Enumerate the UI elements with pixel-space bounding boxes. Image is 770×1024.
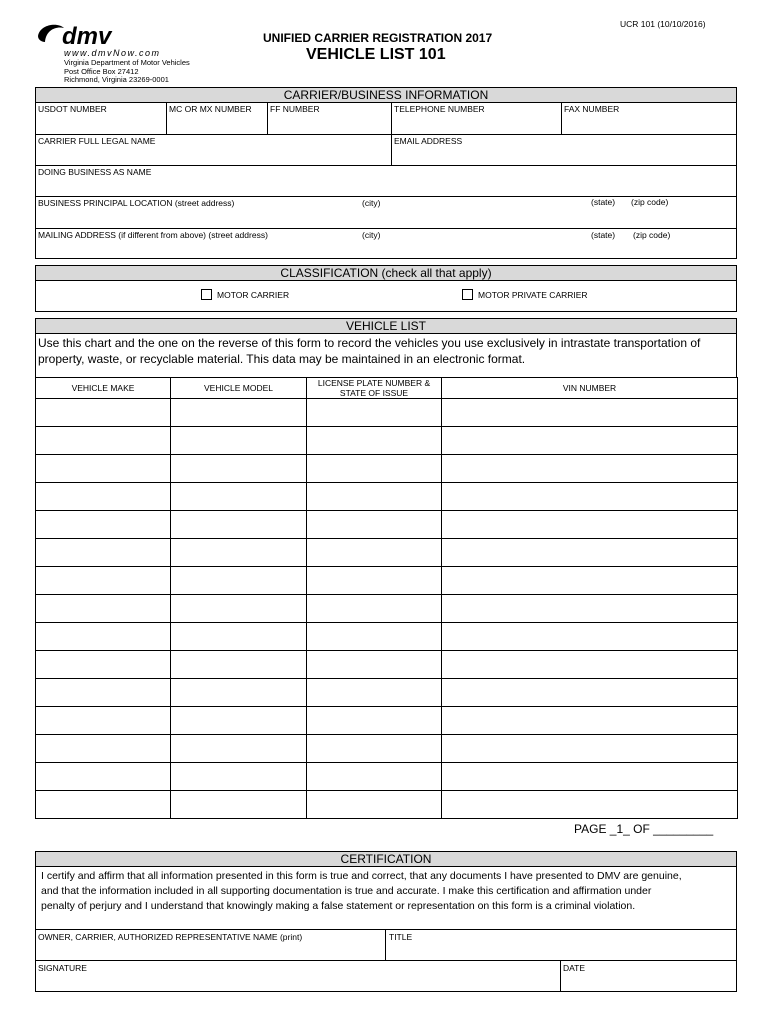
table-row — [36, 735, 738, 763]
table-row — [36, 511, 738, 539]
classification-heading: CLASSIFICATION (check all that apply) — [35, 265, 737, 281]
vehicle-model-cell[interactable] — [171, 455, 307, 483]
form-subtitle: VEHICLE LIST 101 — [306, 46, 446, 63]
vin-number-cell[interactable] — [442, 567, 738, 595]
vehicle-model-cell[interactable] — [171, 483, 307, 511]
license-plate-cell[interactable] — [307, 427, 442, 455]
vin-number-cell[interactable] — [442, 763, 738, 791]
motor-private-carrier-checkbox[interactable] — [462, 289, 473, 300]
table-row — [36, 651, 738, 679]
principal-zip-label: (zip code) — [631, 197, 669, 207]
ff-field[interactable]: FF NUMBER — [270, 104, 320, 114]
vehicle-make-cell[interactable] — [36, 427, 171, 455]
principal-city-label: (city) — [362, 198, 381, 208]
table-row — [36, 427, 738, 455]
signature-field[interactable]: SIGNATURE — [38, 963, 87, 973]
vehicle-make-cell[interactable] — [36, 595, 171, 623]
table-row — [36, 539, 738, 567]
mailing-zip-label: (zip code) — [633, 230, 671, 240]
license-plate-cell[interactable] — [307, 483, 442, 511]
vin-number-cell[interactable] — [442, 791, 738, 819]
vin-number-cell[interactable] — [442, 455, 738, 483]
dmv-swoosh-icon — [36, 20, 146, 50]
date-field[interactable]: DATE — [563, 963, 586, 973]
vehicle-make-cell[interactable] — [36, 791, 171, 819]
license-plate-cell[interactable] — [307, 707, 442, 735]
vehicle-make-cell[interactable] — [36, 511, 171, 539]
vehicle-make-cell[interactable] — [36, 707, 171, 735]
column-vehicle-model: VEHICLE MODEL — [171, 378, 307, 399]
owner-name-field[interactable]: OWNER, CARRIER, AUTHORIZED REPRESENTATIVE NAME (print) — [38, 932, 303, 942]
principal-address-field[interactable]: BUSINESS PRINCIPAL LOCATION (street address) — [38, 198, 235, 208]
vehicle-list-heading: VEHICLE LIST — [35, 318, 737, 334]
license-plate-cell[interactable] — [307, 511, 442, 539]
table-row — [36, 399, 738, 427]
vehicle-model-cell[interactable] — [171, 567, 307, 595]
vin-number-cell[interactable] — [442, 595, 738, 623]
mailing-state-label: (state) — [591, 230, 616, 240]
certification-line-1: I certify and affirm that all information presented in this form is true and correct, that any documents I have presented to DMV are genuine, — [41, 870, 682, 882]
license-plate-cell[interactable] — [307, 623, 442, 651]
vehicle-make-cell[interactable] — [36, 483, 171, 511]
vehicle-make-cell[interactable] — [36, 567, 171, 595]
vin-number-cell[interactable] — [442, 707, 738, 735]
vehicle-model-cell[interactable] — [171, 763, 307, 791]
license-plate-cell[interactable] — [307, 567, 442, 595]
website: www.dmvNow.com — [64, 48, 161, 58]
vehicle-make-cell[interactable] — [36, 735, 171, 763]
vehicle-model-cell[interactable] — [171, 427, 307, 455]
license-plate-cell[interactable] — [307, 679, 442, 707]
vehicle-table — [35, 377, 738, 819]
certification-line-2: and that the information included in all supporting documentation is true and accurate. I make this certification and affirmation under — [41, 885, 652, 897]
mc-mx-field[interactable]: MC OR MX NUMBER — [169, 104, 252, 114]
mailing-address-field[interactable]: MAILING ADDRESS (if different from above) (street address) — [38, 230, 268, 240]
vehicle-model-cell[interactable] — [171, 791, 307, 819]
vehicle-model-cell[interactable] — [171, 595, 307, 623]
table-row — [36, 455, 738, 483]
page-indicator: PAGE _1_ OF _________ — [574, 822, 714, 836]
vehicle-model-cell[interactable] — [171, 707, 307, 735]
vin-number-cell[interactable] — [442, 539, 738, 567]
vehicle-list-instructions-1: Use this chart and the one on the reverse of this form to record the vehicles you use exclusively in intrastate transportation of — [38, 336, 701, 350]
vin-number-cell[interactable] — [442, 427, 738, 455]
usdot-field[interactable]: USDOT NUMBER — [38, 104, 107, 114]
logo-text: dmv — [62, 23, 112, 50]
table-row — [36, 763, 738, 791]
telephone-field[interactable]: TELEPHONE NUMBER — [394, 104, 485, 114]
vin-number-cell[interactable] — [442, 623, 738, 651]
license-plate-cell[interactable] — [307, 399, 442, 427]
vehicle-model-cell[interactable] — [171, 511, 307, 539]
vehicle-make-cell[interactable] — [36, 539, 171, 567]
form-code: UCR 101 (10/10/2016) — [620, 19, 706, 29]
column-vin-number: VIN NUMBER — [442, 378, 738, 399]
vehicle-model-cell[interactable] — [171, 623, 307, 651]
vehicle-model-cell[interactable] — [171, 735, 307, 763]
vehicle-model-cell[interactable] — [171, 651, 307, 679]
license-plate-cell[interactable] — [307, 539, 442, 567]
vehicle-make-cell[interactable] — [36, 651, 171, 679]
table-row — [36, 791, 738, 819]
license-plate-cell[interactable] — [307, 735, 442, 763]
vehicle-make-cell[interactable] — [36, 455, 171, 483]
principal-state-label: (state) — [591, 197, 616, 207]
fax-field[interactable]: FAX NUMBER — [564, 104, 620, 114]
license-plate-cell[interactable] — [307, 791, 442, 819]
table-row — [36, 623, 738, 651]
vin-number-cell[interactable] — [442, 651, 738, 679]
vehicle-make-cell[interactable] — [36, 679, 171, 707]
vehicle-model-cell[interactable] — [171, 399, 307, 427]
license-plate-cell[interactable] — [307, 595, 442, 623]
po-box: Post Office Box 27412 — [64, 66, 139, 76]
motor-private-carrier-label: MOTOR PRIVATE CARRIER — [478, 290, 588, 300]
certification-line-3: penalty of perjury and I understand that knowingly making a false statement or representation on this form is a criminal violation. — [41, 900, 636, 912]
table-row — [36, 483, 738, 511]
form-title: UNIFIED CARRIER REGISTRATION 2017 — [263, 31, 493, 45]
vehicle-make-cell[interactable] — [36, 763, 171, 791]
vehicle-make-cell[interactable] — [36, 399, 171, 427]
license-plate-cell[interactable] — [307, 763, 442, 791]
vin-number-cell[interactable] — [442, 511, 738, 539]
vin-number-cell[interactable] — [442, 399, 738, 427]
vehicle-list-instructions-2: property, waste, or recyclable material. This data may be maintained in an electronic format. — [38, 352, 526, 366]
certification-heading: CERTIFICATION — [35, 851, 737, 867]
license-plate-cell[interactable] — [307, 651, 442, 679]
vin-number-cell[interactable] — [442, 735, 738, 763]
agency-name: Virginia Department of Motor Vehicles — [64, 58, 190, 67]
carrier-info-heading: CARRIER/BUSINESS INFORMATION — [35, 87, 737, 103]
mailing-city-label: (city) — [362, 230, 381, 240]
vin-number-cell[interactable] — [442, 679, 738, 707]
legal-name-field[interactable]: CARRIER FULL LEGAL NAME — [38, 136, 156, 146]
vehicle-model-cell[interactable] — [171, 679, 307, 707]
dmv-logo — [36, 20, 206, 82]
table-row — [36, 679, 738, 707]
column-license-plate: LICENSE PLATE NUMBER & STATE OF ISSUE — [307, 378, 442, 399]
motor-carrier-label: MOTOR CARRIER — [217, 290, 290, 300]
table-row — [36, 707, 738, 735]
email-field[interactable]: EMAIL ADDRESS — [394, 136, 463, 146]
agency-city: Richmond, Virginia 23269-0001 — [64, 75, 169, 84]
classification-section — [35, 280, 737, 312]
motor-carrier-checkbox[interactable] — [201, 289, 212, 300]
dba-field[interactable]: DOING BUSINESS AS NAME — [38, 167, 152, 177]
vin-number-cell[interactable] — [442, 483, 738, 511]
table-row — [36, 567, 738, 595]
column-vehicle-make: VEHICLE MAKE — [36, 378, 171, 399]
license-plate-cell[interactable] — [307, 455, 442, 483]
vehicle-make-cell[interactable] — [36, 623, 171, 651]
title-field[interactable]: TITLE — [389, 932, 413, 942]
table-row — [36, 595, 738, 623]
vehicle-model-cell[interactable] — [171, 539, 307, 567]
